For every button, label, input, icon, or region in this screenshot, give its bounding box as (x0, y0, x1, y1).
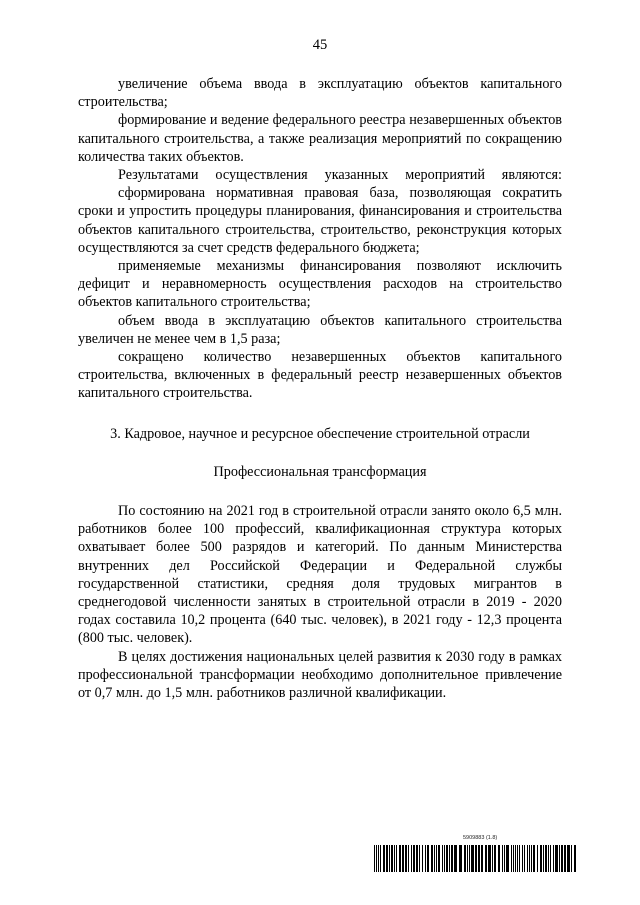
subsection-heading: Профессиональная трансформация (213, 463, 427, 480)
paragraph: В целях достижения национальных целей развития к 2030 году в рамках профессиональной трансформации необходимо дополнительное привлечение от 0,7 млн. до 1,5 млн. работников различной квалификации. (78, 648, 562, 702)
document-code: 5909883 (1.8) (463, 835, 498, 841)
paragraph: сокращено количество незавершенных объектов капитального строительства, включенных в федеральный реестр незавершенных объектов капитального строительства. (78, 349, 562, 402)
paragraph: применяемые механизмы финансирования позволяют исключить дефицит и неравномерность осуществления расходов на строительство объектов капитального строительства; (78, 258, 562, 311)
paragraph: По состоянию на 2021 год в строительной отрасли занято около 6,5 млн. работников более 100 профессий, квалификационная структура которых охватывает более 500 разрядов и категорий. По данным Министерства внутренних дел Российской Федерации и Федеральной службы государственной статистики, средняя доля трудовых мигрантов в среднегодовой численности занятых в строительной отрасли в 2019 - 2020 годах составила 10,2 процента (640 тыс. человек), в 2021 году - 12,3 процента (800 тыс. человек). (78, 503, 562, 647)
barcode-icon (374, 845, 576, 872)
page-number: 45 (312, 37, 328, 53)
paragraph: Результатами осуществления указанных мероприятий являются: (118, 167, 562, 184)
section-heading: 3. Кадровое, научное и ресурсное обеспечение строительной отрасли (110, 425, 530, 442)
paragraph: сформирована нормативная правовая база, позволяющая сократить сроки и упростить процедуры планирования, финансирования и строительства объектов капитального строительства, строительство, реконструкция которых осуществляются за счет средств федерального бюджета; (78, 185, 562, 256)
paragraph: формирование и ведение федерального реестра незавершенных объектов капитального строительства, а также реализация мероприятий по сокращению количества таких объектов. (78, 112, 562, 165)
paragraph: объем ввода в эксплуатацию объектов капитального строительства увеличен не менее чем в 1,5 раза; (78, 312, 562, 347)
paragraph: увеличение объема ввода в эксплуатацию объектов капитального строительства; (78, 76, 562, 111)
document-body (78, 75, 562, 702)
